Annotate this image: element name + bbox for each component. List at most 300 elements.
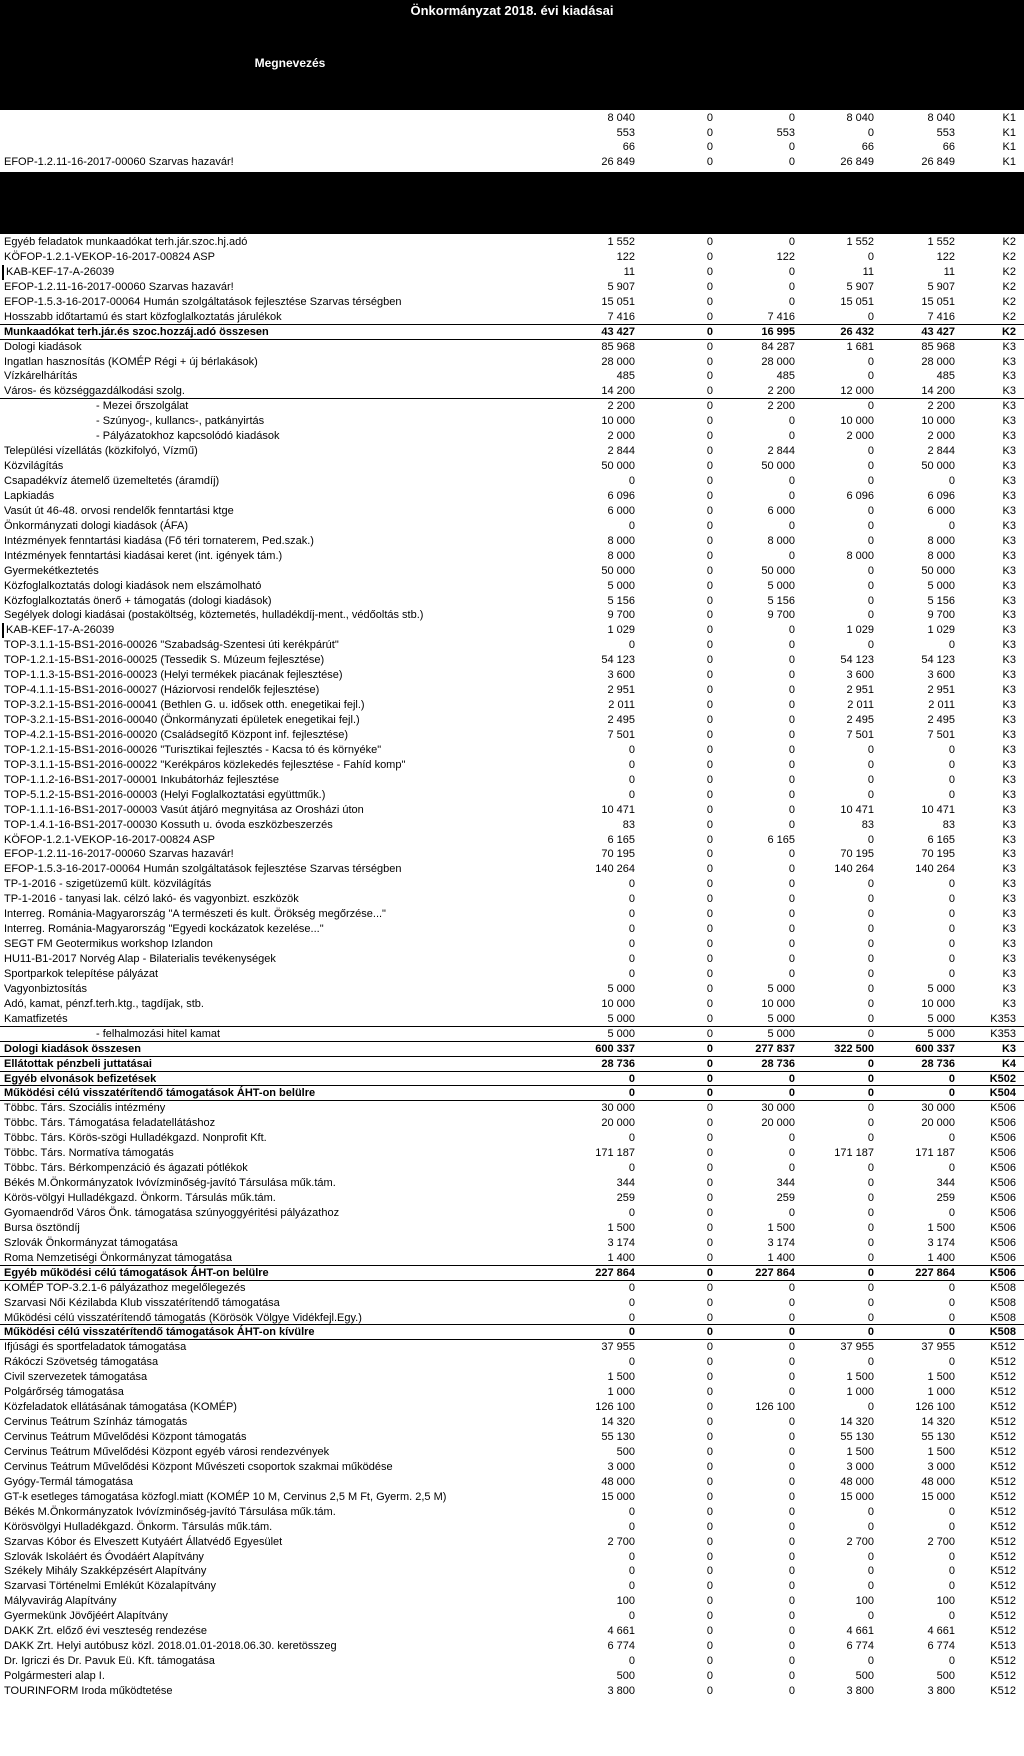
table-row [0,1669,1024,1684]
row-value-col4: 0 [867,519,874,532]
row-value-col5: 485 [936,370,955,383]
table-row [0,325,1024,340]
row-value-col5: 0 [948,639,955,652]
row-account-code: K512 [990,1520,1016,1533]
row-value-col3: 0 [788,1505,795,1518]
row-value-col4: 37 955 [840,1341,874,1354]
table-row [0,1266,1024,1281]
row-value-col5: 0 [948,1356,955,1369]
row-value-col1: 500 [616,1670,635,1682]
table-row [0,668,1024,683]
row-value-col1: 26 849 [601,155,635,168]
row-value-col3: 0 [788,1625,795,1638]
row-label: HU11-B1-2017 Norvég Alap - Bilaterialis tevékenységek [4,953,276,965]
row-value-col5: 3 000 [927,1460,955,1473]
row-value-col3: 0 [788,773,795,786]
row-value-col5: 0 [948,1505,955,1518]
row-account-code: K3 [1002,355,1016,368]
row-value-col2: 0 [706,1236,713,1249]
row-value-col2: 0 [706,997,713,1010]
table-row [0,474,1024,489]
row-value-col5: 10 471 [921,803,955,816]
row-value-col1: 227 864 [595,1266,635,1279]
row-label: Kamatfizetés [4,1012,68,1025]
row-value-col2: 0 [706,155,713,168]
table-row [0,1311,1024,1326]
table-row [0,534,1024,549]
row-value-col5: 30 000 [921,1102,955,1115]
row-value-col5: 20 000 [921,1117,955,1130]
row-value-col4: 0 [867,1550,874,1563]
row-label: Segélyek dologi kiadásai (postaköltség, köztemetés, hulladékdíj-ment., védőoltás stb.) [4,609,424,622]
row-value-col3: 0 [788,1684,795,1697]
row-value-col5: 0 [948,953,955,965]
row-value-col3: 0 [788,519,795,532]
row-value-col1: 553 [616,126,635,139]
row-value-col5: 0 [948,908,955,921]
row-value-col5: 6 000 [927,504,955,517]
row-account-code: K3 [1002,489,1016,502]
row-label: KAB-KEF-17-A-26039 [2,623,566,638]
row-value-col3: 0 [788,1460,795,1473]
row-value-col3: 344 [776,1177,795,1190]
table-row [0,564,1024,579]
row-value-col5: 0 [948,1520,955,1533]
table-row [0,340,1024,355]
table-row [0,250,1024,265]
row-value-col1: 140 264 [595,863,635,876]
table-row [0,967,1024,982]
row-value-col3: 227 864 [755,1266,795,1279]
row-value-col1: 55 130 [601,1431,635,1443]
row-value-col4: 0 [867,1296,874,1309]
row-value-col5: 0 [948,773,955,786]
table-row [0,608,1024,623]
row-account-code: K3 [1002,773,1016,786]
row-value-col4: 0 [867,1520,874,1533]
row-account-code: K512 [990,1431,1016,1443]
table-row [0,877,1024,892]
row-value-col4: 0 [867,997,874,1010]
row-value-col4: 5 907 [846,280,874,293]
row-account-code: K512 [990,1356,1016,1369]
row-label: Dr. Igriczi és Dr. Pavuk Eü. Kft. támogatása [4,1655,215,1668]
table-row [0,1505,1024,1520]
row-value-col3: 0 [788,669,795,682]
row-value-col1: 122 [616,250,635,263]
row-value-col5: 2 844 [927,445,955,458]
table-row [0,1415,1024,1430]
row-account-code: K3 [1002,415,1016,428]
table-row [0,280,1024,295]
row-value-col5: 15 000 [921,1490,955,1503]
row-value-col3: 0 [788,1580,795,1593]
row-value-col1: 3 800 [607,1684,635,1697]
row-value-col2: 0 [706,908,713,921]
row-value-col1: 259 [616,1192,635,1204]
row-value-col4: 0 [867,788,874,801]
row-value-col1: 0 [628,1505,635,1518]
table-row [0,459,1024,474]
row-value-col5: 8 040 [927,112,955,124]
row-account-code: K3 [1002,908,1016,921]
row-value-col2: 0 [706,684,713,697]
row-value-col3: 0 [788,953,795,965]
row-value-col5: 600 337 [915,1042,955,1055]
table-row [0,399,1024,414]
row-value-col3: 0 [788,1326,795,1339]
row-value-col1: 8 000 [607,549,635,562]
row-value-col3: 0 [788,967,795,980]
row-value-col3: 0 [788,624,795,637]
row-value-col5: 227 864 [915,1266,955,1279]
row-value-col4: 0 [867,609,874,622]
row-value-col1: 28 736 [601,1057,635,1070]
row-label: Ifjúsági és sportfeladatok támogatása [4,1341,187,1354]
row-account-code: K3 [1002,997,1016,1010]
row-value-col5: 0 [948,1550,955,1563]
table-row [0,773,1024,788]
row-value-col5: 2 011 [928,699,955,712]
row-value-col4: 8 040 [846,112,874,124]
row-account-code: K3 [1002,803,1016,816]
row-value-col4: 0 [867,1580,874,1593]
row-label: Intézmények fenntartási kiadásai keret (int. igények tám.) [4,549,283,562]
table-row [0,140,1024,155]
row-value-col3: 0 [788,938,795,951]
row-label: Működési célú visszatérítendő támogatások ÁHT-on kívülre [4,1326,315,1339]
row-value-col3: 5 000 [767,1012,795,1025]
row-label: KAB-KEF-17-A-26039 [2,265,566,280]
row-account-code: K2 [1002,250,1016,263]
row-value-col3: 0 [788,728,795,741]
row-value-col4: 0 [867,1610,874,1623]
row-value-col3: 0 [788,1490,795,1503]
row-value-col4: 66 [861,141,874,154]
table-row [0,295,1024,310]
row-value-col1: 1 029 [607,624,635,637]
row-value-col2: 0 [706,863,713,876]
row-value-col1: 2 700 [607,1535,635,1548]
row-value-col4: 0 [867,400,874,413]
row-account-code: K512 [990,1341,1016,1354]
row-value-col3: 0 [788,1371,795,1384]
row-value-col4: 0 [867,758,874,771]
table-row [0,1579,1024,1594]
row-label: DAKK Zrt. előző évi veszteség rendezése [4,1625,207,1638]
row-value-col2: 0 [706,1386,713,1399]
row-value-col4: 0 [867,504,874,517]
row-label: Gyomaendrőd Város Önk. támogatása szúnyoggyéritési pályázathoz [4,1206,340,1219]
row-value-col2: 0 [706,1132,713,1145]
row-account-code: K512 [990,1565,1016,1578]
row-value-col5: 0 [948,1281,955,1294]
table-row [0,638,1024,653]
row-label: TP-1-2016 - tanyasi lak. célzó lakó- és vagyonbizt. eszközök [4,893,299,906]
table-row [0,1430,1024,1445]
row-account-code: K506 [990,1221,1016,1234]
row-value-col4: 0 [867,1655,874,1668]
row-value-col5: 259 [936,1192,955,1204]
row-label: Szarvasi Történelmi Emlékút Közalapítvány [4,1580,216,1593]
row-value-col1: 2 011 [608,699,635,712]
row-value-col1: 171 187 [595,1147,635,1160]
table-row [0,683,1024,698]
table-row [0,982,1024,997]
row-account-code: K3 [1002,519,1016,532]
row-account-code: K3 [1002,863,1016,876]
row-label: TOP-1.1.1-16-BS1-2017-00003 Vasút átjáró megnyitása az Orosházi úton [4,803,364,816]
row-value-col5: 553 [936,126,955,139]
row-value-col5: 500 [936,1670,955,1682]
row-value-col3: 0 [788,549,795,562]
row-label: Gyermekétkeztetés [4,564,99,577]
row-account-code: K3 [1002,953,1016,965]
row-value-col5: 48 000 [921,1475,955,1488]
row-account-code: K506 [990,1236,1016,1249]
table-row [0,1236,1024,1251]
row-value-col5: 1 500 [927,1445,955,1458]
row-value-col3: 553 [776,126,795,139]
row-value-col2: 0 [706,1221,713,1234]
row-account-code: K508 [990,1296,1016,1309]
row-value-col1: 2 495 [607,714,635,726]
row-value-col1: 0 [628,953,635,965]
row-value-col5: 55 130 [921,1431,955,1443]
row-value-col4: 0 [867,1266,874,1279]
row-value-col4: 26 432 [840,325,874,338]
row-account-code: K512 [990,1460,1016,1473]
row-value-col2: 0 [706,1087,713,1100]
row-account-code: K506 [990,1192,1016,1204]
row-value-col4: 54 123 [840,654,874,667]
row-value-col1: 10 000 [601,415,635,428]
row-value-col3: 0 [788,1475,795,1488]
row-label: Hosszabb időtartamú és start közfoglalkoztatás járulékok [4,310,282,323]
row-value-col5: 15 051 [921,295,955,308]
row-value-col3: 259 [776,1192,795,1204]
row-value-col3: 50 000 [761,564,795,577]
row-account-code: K3 [1002,624,1016,637]
row-label: Sportparkok telepítése pályázat [4,967,159,980]
row-value-col2: 0 [706,1416,713,1429]
row-account-code: K504 [989,1087,1016,1100]
row-value-col3: 50 000 [761,460,795,473]
row-value-col3: 485 [776,370,795,383]
row-account-code: K512 [990,1550,1016,1563]
row-value-col4: 0 [867,1192,874,1204]
row-value-col2: 0 [706,1341,713,1354]
row-account-code: K506 [990,1102,1016,1115]
row-value-col5: 6 096 [927,489,955,502]
row-value-col2: 0 [706,893,713,906]
row-value-col1: 14 200 [601,385,635,398]
row-value-col4: 0 [867,126,874,139]
row-account-code: K3 [1002,609,1016,622]
row-value-col2: 0 [706,669,713,682]
row-value-col1: 11 [623,265,635,278]
row-value-col1: 0 [628,1132,635,1145]
row-account-code: K2 [1002,236,1016,248]
row-value-col4: 6 774 [846,1640,874,1653]
row-value-col2: 0 [706,340,713,353]
row-value-col1: 4 661 [607,1625,635,1638]
row-value-col3: 0 [788,1550,795,1563]
row-value-col2: 0 [706,833,713,846]
row-account-code: K3 [1002,833,1016,846]
row-value-col1: 0 [628,1326,635,1339]
row-account-code: K3 [1002,579,1016,592]
table-row [0,310,1024,325]
row-account-code: K3 [1002,788,1016,801]
row-label: TOP-1.1.2-16-BS1-2017-00001 Inkubátorház fejlesztése [4,773,279,786]
row-value-col2: 0 [706,1550,713,1563]
row-value-col2: 0 [706,1640,713,1653]
row-label: Cervinus Teátrum Művelődési Központ egyéb városi rendezvények [4,1445,330,1458]
row-value-col1: 9 700 [607,609,635,622]
row-value-col5: 126 100 [915,1401,955,1414]
table-row [0,1535,1024,1550]
table-row [0,743,1024,758]
row-account-code: K512 [990,1670,1016,1682]
row-value-col1: 15 000 [601,1490,635,1503]
row-value-col2: 0 [706,1431,713,1443]
row-value-col3: 0 [788,280,795,293]
row-account-code: K3 [1002,714,1016,726]
row-account-code: K3 [1002,848,1016,861]
row-value-col4: 12 000 [840,385,874,398]
row-value-col4: 0 [867,1057,874,1070]
row-value-col1: 15 051 [601,295,635,308]
row-value-col1: 2 000 [607,430,635,443]
row-label: Békés M.Önkormányzatok Ivóvízminőség-javító Társulása műk.tám. [4,1177,336,1190]
row-label: EFOP-1.2.11-16-2017-00060 Szarvas hazavár! [4,848,234,861]
row-value-col4: 0 [867,1177,874,1190]
row-value-col4: 0 [867,564,874,577]
row-value-col5: 171 187 [915,1147,955,1160]
row-value-col4: 322 500 [834,1042,874,1055]
row-value-col4: 1 500 [846,1445,874,1458]
row-value-col2: 0 [706,1356,713,1369]
row-value-col3: 0 [788,1640,795,1653]
row-value-col1: 0 [628,1565,635,1578]
row-value-col3: 0 [788,112,795,124]
row-label: TOP-1.2.1-15-BS1-2016-00026 "Turisztikai fejlesztés - Kacsa tó és környéke" [4,743,382,756]
row-value-col3: 20 000 [761,1117,795,1130]
row-label: TOP-4.1.1-15-BS1-2016-00027 (Háziorvosi rendelők fejlesztése) [4,684,320,697]
row-value-col5: 0 [948,893,955,906]
row-label: Mályvavirág Alapítvány [4,1595,117,1608]
table-row [0,265,1024,280]
row-value-col5: 28 736 [921,1057,955,1070]
row-value-col1: 3 600 [607,669,635,682]
row-label: SEGT FM Geotermikus workshop Izlandon [4,938,213,951]
row-value-col3: 122 [776,250,795,263]
row-value-col5: 9 700 [927,609,955,622]
row-account-code: K2 [1002,295,1016,308]
row-label: Interreg. Románia-Magyarország "A természeti és kult. Örökség megőrzése..." [4,908,386,921]
row-value-col3: 0 [788,1655,795,1668]
table-row [0,549,1024,564]
row-value-col1: 3 174 [607,1236,635,1249]
row-account-code: K1 [1002,126,1016,139]
table-row [0,1624,1024,1639]
page-title: Önkormányzat 2018. évi kiadásai [410,3,614,18]
row-value-col5: 28 000 [921,355,955,368]
row-value-col1: 50 000 [601,564,635,577]
row-value-col5: 1 029 [927,624,955,637]
section-divider-band [0,172,1024,234]
row-value-col5: 7 501 [927,728,955,741]
row-value-col5: 14 200 [921,385,955,398]
row-value-col2: 0 [706,1595,713,1608]
row-label: TOP-1.2.1-15-BS1-2016-00025 (Tessedik S. Múzeum fejlesztése) [4,654,325,667]
row-value-col3: 16 995 [761,325,795,338]
row-value-col2: 0 [706,594,713,607]
table-row [0,1340,1024,1355]
row-value-col4: 3 000 [846,1460,874,1473]
row-value-col5: 8 000 [927,534,955,547]
row-label: - Pályázatokhoz kapcsolódó kiadások [96,430,280,443]
row-value-col1: 37 955 [601,1341,635,1354]
row-value-col2: 0 [706,1625,713,1638]
row-account-code: K353 [990,1027,1016,1040]
row-value-col2: 0 [706,967,713,980]
row-value-col1: 0 [628,743,635,756]
row-label: TOP-5.1.2-15-BS1-2016-00003 (Helyi Foglalkoztatási együttműk.) [4,788,326,801]
row-value-col5: 1 400 [927,1251,955,1264]
row-value-col2: 0 [706,1475,713,1488]
row-account-code: K512 [990,1416,1016,1429]
row-value-col3: 0 [788,863,795,876]
table-row [0,1550,1024,1565]
row-value-col4: 0 [867,938,874,951]
table-row [0,1385,1024,1400]
table-row [0,1370,1024,1385]
row-value-col3: 0 [788,1535,795,1548]
row-value-col1: 1 000 [607,1386,635,1399]
row-value-col1: 0 [628,1162,635,1175]
table-row [0,489,1024,504]
row-value-col2: 0 [706,1580,713,1593]
row-value-col3: 0 [788,415,795,428]
row-value-col1: 0 [628,1580,635,1593]
row-value-col3: 0 [788,684,795,697]
row-label: Ingatlan hasznosítás (KOMÉP Régi + új bérlakások) [4,355,258,368]
row-label: Dologi kiadások [4,340,82,353]
row-label: Civil szervezetek támogatása [4,1371,148,1384]
row-value-col1: 30 000 [601,1102,635,1115]
row-value-col5: 50 000 [921,564,955,577]
row-value-col4: 0 [867,967,874,980]
row-value-col1: 485 [616,370,635,383]
row-value-col5: 10 000 [921,997,955,1010]
row-value-col3: 0 [788,475,795,487]
row-account-code: K4 [1001,1057,1016,1070]
table-row [0,847,1024,862]
row-value-col4: 0 [867,370,874,383]
row-value-col1: 5 000 [607,982,635,995]
row-account-code: K512 [990,1610,1016,1623]
row-value-col1: 8 000 [607,534,635,547]
row-account-code: K506 [990,1147,1016,1160]
row-value-col4: 0 [867,923,874,936]
row-value-col1: 83 [622,818,635,831]
row-value-col2: 0 [706,1012,713,1025]
table-row [0,1072,1024,1087]
row-account-code: K3 [1002,475,1016,487]
row-account-code: K512 [990,1401,1016,1414]
